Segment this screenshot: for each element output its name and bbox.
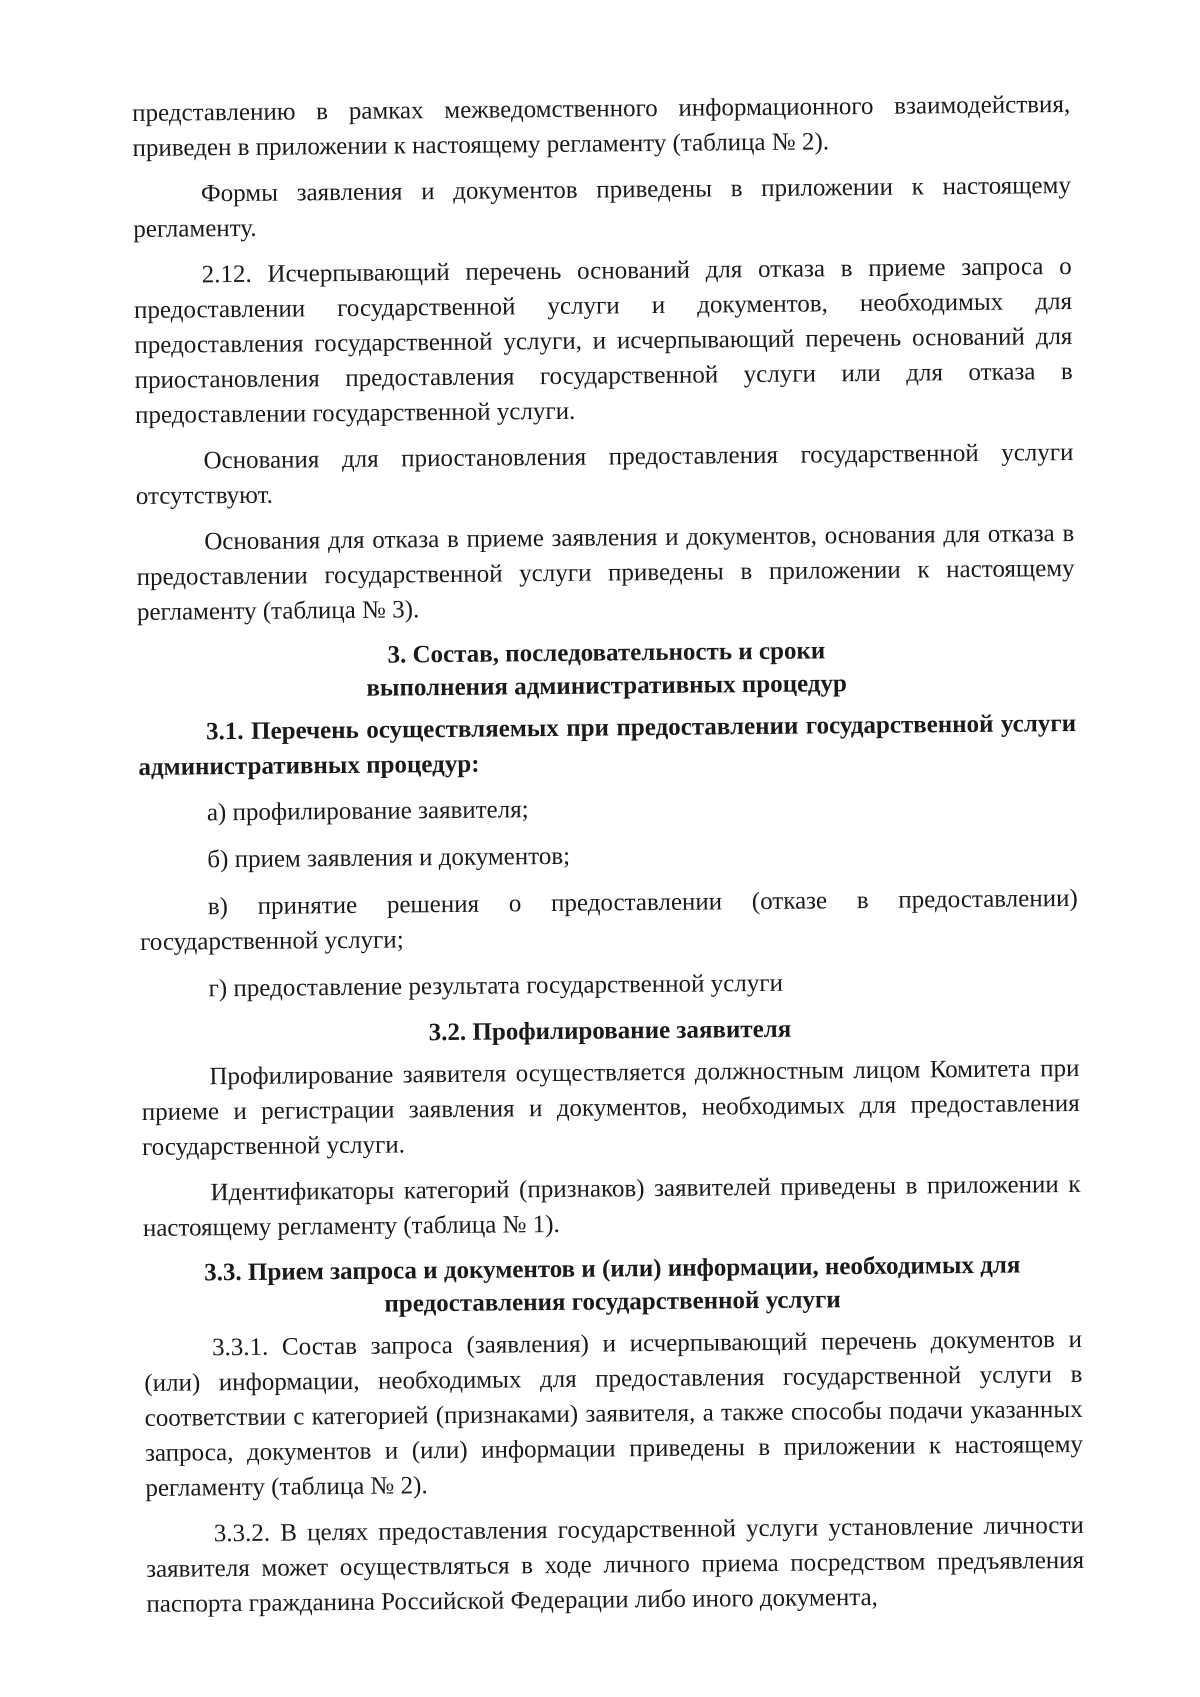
paragraph-2-12: 2.12. Исчерпывающий перечень оснований для отказа в приеме запроса о предоставлении государственной услуги и документов, необходимых для предоставления государственной услуги, и исчерпывающий перечень оснований для приостановления предоставления государственной услуги или для отказа в предоставлении государственной услуги. <box>133 252 1073 429</box>
document-body <box>132 87 1085 1633</box>
section-3-3-heading-line2: предоставления государственной услуги <box>384 1286 841 1318</box>
paragraph-refusal-grounds: Основания для отказа в приеме заявления и документов, основания для отказа в предоставлении государственной услуги приведены в приложении к настоящему регламенту (таблица № 3). <box>136 519 1075 626</box>
section-3-2-heading: 3.2. Профилирование заявителя <box>428 1015 792 1047</box>
paragraph-3-3-2: 3.3.2. В целях предоставления государственной услуги установление личности заявителя может осуществляться в ходе личного приема посредством предъявления паспорта гражданина Российской Федерации либо иного документа, <box>146 1511 1085 1618</box>
section-3-heading <box>137 632 1076 707</box>
section-3-heading-line1: 3. Состав, последовательность и сроки <box>387 637 826 669</box>
list-item-b: б) прием заявления и документов; <box>207 842 571 874</box>
paragraph-suspension-grounds: Основания для приостановления предоставления государственной услуги отсутствуют. <box>135 438 1074 510</box>
paragraph-identifiers: Идентификаторы категорий (признаков) заявителей приведены в приложении к настоящему регламенту (таблица № 1). <box>142 1170 1081 1242</box>
paragraph-3-1: 3.1. Перечень осуществляемых при предоставлении государственной услуги административных процедур: <box>138 709 1077 781</box>
paragraph-3-3-1: 3.3.1. Состав запроса (заявления) и исчерпывающий перечень документов и (или) информации, необходимых для предоставления государственной услуги в соответствии с категорией (признаками) заявителя, а также способы подачи указанных запроса, документов и (или) информации приведены в приложении к настоящему регламенту (таблица № 2). <box>144 1325 1084 1502</box>
list-item-v: в) принятие решения о предоставлении (отказе в предоставлении) государственной услуги; <box>139 884 1078 956</box>
list-item-a: а) профилирование заявителя; <box>206 796 529 827</box>
section-3-heading-line2: выполнения административных процедур <box>366 670 848 702</box>
paragraph-forms: Формы заявления и документов приведены в приложении к настоящему регламенту. <box>133 171 1072 243</box>
section-3-3-heading-line1: 3.3. Прием запроса и документов и (или) информации, необходимых для <box>204 1251 1021 1287</box>
paragraph-continuation: представлению в рамках межведомственного информационного взаимодействия, приведен в приложении к настоящему регламенту (таблица № 2). <box>132 90 1071 162</box>
section-3-3-heading <box>143 1248 1082 1323</box>
list-item-g: г) предоставление результата государственной услуги <box>208 969 784 1003</box>
paragraph-profiling: Профилирование заявителя осуществляется должностным лицом Комитета при приеме и регистрации заявления и документов, необходимых для предоставления государственной услуги. <box>141 1054 1080 1161</box>
